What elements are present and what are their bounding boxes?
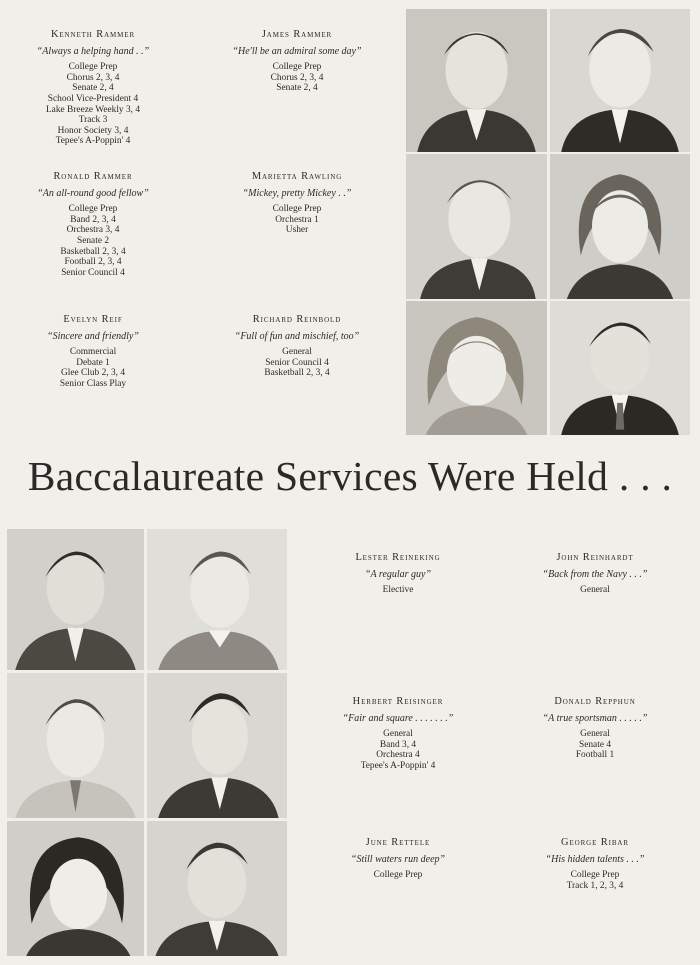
student-entry-john-reinhardt	[510, 553, 680, 596]
student-entry-donald-repphun	[510, 697, 680, 761]
activity: Senior Class Play	[59, 378, 127, 389]
portrait-richard-reinbold	[550, 301, 690, 435]
activity: College Prep	[68, 62, 118, 73]
activity: Senior Council 4	[61, 267, 125, 278]
activity: Band 3, 4	[379, 739, 417, 750]
student-quote: “Mickey, pretty Mickey . .”	[242, 187, 352, 199]
portrait-june-rettele	[7, 821, 144, 956]
portrait-lester-reineking	[7, 529, 144, 670]
portrait-herbert-reisinger	[7, 673, 144, 818]
portrait-george-ribar	[147, 821, 287, 956]
activity: Track 3	[78, 115, 108, 126]
activity: Basketball 2, 3, 4	[264, 368, 330, 379]
portrait-john-reinhardt	[147, 529, 287, 670]
portrait-james-rammer	[550, 9, 690, 152]
activity: General	[580, 585, 610, 596]
activity: Tepee's A-Poppin' 4	[360, 760, 436, 771]
activity: Basketball 2, 3, 4	[60, 246, 126, 257]
portrait-evelyn-reif	[406, 301, 547, 435]
student-name: Ronald Rammer	[53, 171, 133, 182]
student-name: Lester Reineking	[355, 552, 441, 563]
activity: College Prep	[272, 204, 322, 215]
activity: Commercial	[69, 347, 117, 358]
activity: Debate 1	[76, 357, 110, 368]
student-quote: “He'll be an admiral some day”	[232, 45, 362, 57]
portrait-marietta-rawling	[550, 154, 690, 299]
activity: College Prep	[272, 62, 322, 73]
activity: General	[282, 347, 312, 358]
student-quote: “Sincere and friendly”	[47, 330, 139, 342]
student-name: Herbert Reisinger	[352, 696, 444, 707]
activity: General	[383, 729, 413, 740]
activity: Senate 2, 4	[276, 83, 318, 94]
student-quote: “An all-round good fellow”	[37, 187, 149, 199]
activity: Senior Council 4	[265, 357, 329, 368]
student-quote: “Back from the Navy . . .”	[542, 568, 648, 580]
activity: Orchestra 4	[376, 750, 420, 761]
activity: Senate 2, 4	[72, 83, 114, 94]
student-quote: “His hidden talents . . .”	[545, 853, 645, 865]
activity: Honor Society 3, 4	[57, 125, 129, 136]
portrait-donald-repphun	[147, 673, 287, 818]
student-entry-george-ribar	[510, 838, 680, 891]
activity: Band 2, 3, 4	[70, 214, 116, 225]
student-entry-ronald-rammer	[8, 172, 178, 278]
activity: Senate 4	[578, 739, 612, 750]
student-name: Kenneth Rammer	[50, 29, 136, 40]
activity: Orchestra 3, 4	[66, 225, 120, 236]
activity: Track 1, 2, 3, 4	[566, 880, 624, 891]
activity: Chorus 2, 3, 4	[66, 72, 120, 83]
student-quote: “Fair and square . . . . . . .”	[342, 712, 454, 724]
student-quote: “Full of fun and mischief, too”	[234, 330, 360, 342]
student-name: Evelyn Reif	[63, 314, 123, 325]
activity: Senate 2	[76, 235, 110, 246]
student-quote: “Always a helping hand . .”	[36, 45, 150, 57]
portrait-kenneth-rammer	[406, 9, 547, 152]
student-entry-james-rammer	[212, 30, 382, 94]
activity: General	[580, 729, 610, 740]
student-name: Richard Reinbold	[252, 314, 342, 325]
student-entry-kenneth-rammer	[8, 30, 178, 147]
activity: College Prep	[570, 870, 620, 881]
activity: Chorus 2, 3, 4	[270, 72, 324, 83]
student-name: June Rettele	[365, 837, 431, 848]
student-name: George Ribar	[561, 837, 629, 848]
student-quote: “Still waters run deep”	[350, 853, 446, 865]
student-entry-richard-reinbold	[212, 315, 382, 379]
student-quote: “A true sportsman . . . . .”	[542, 712, 648, 724]
activity: Tepee's A-Poppin' 4	[55, 136, 131, 147]
activity: Elective	[382, 585, 414, 596]
activity: Football 2, 3, 4	[64, 257, 122, 268]
student-name: Donald Repphun	[554, 696, 636, 707]
activity: Lake Breeze Weekly 3, 4	[45, 104, 141, 115]
portrait-ronald-rammer	[406, 154, 547, 299]
activity: College Prep	[68, 204, 118, 215]
activity: Usher	[285, 225, 309, 236]
student-entry-herbert-reisinger	[313, 697, 483, 772]
student-name: John Reinhardt	[556, 552, 634, 563]
student-entry-evelyn-reif	[8, 315, 178, 390]
activity: Football 1	[575, 750, 615, 761]
activity: Glee Club 2, 3, 4	[60, 368, 126, 379]
activity: College Prep	[373, 870, 423, 881]
student-entry-june-rettele	[313, 838, 483, 881]
student-quote: “A regular guy”	[364, 568, 432, 580]
student-entry-lester-reineking	[313, 553, 483, 596]
student-name: James Rammer	[261, 29, 333, 40]
activity: Orchestra 1	[275, 214, 319, 225]
page-headline: Baccalaureate Services Were Held . . .	[27, 453, 673, 499]
student-name: Marietta Rawling	[251, 171, 343, 182]
student-entry-marietta-rawling	[212, 172, 382, 236]
activity: School Vice-President 4	[47, 93, 139, 104]
